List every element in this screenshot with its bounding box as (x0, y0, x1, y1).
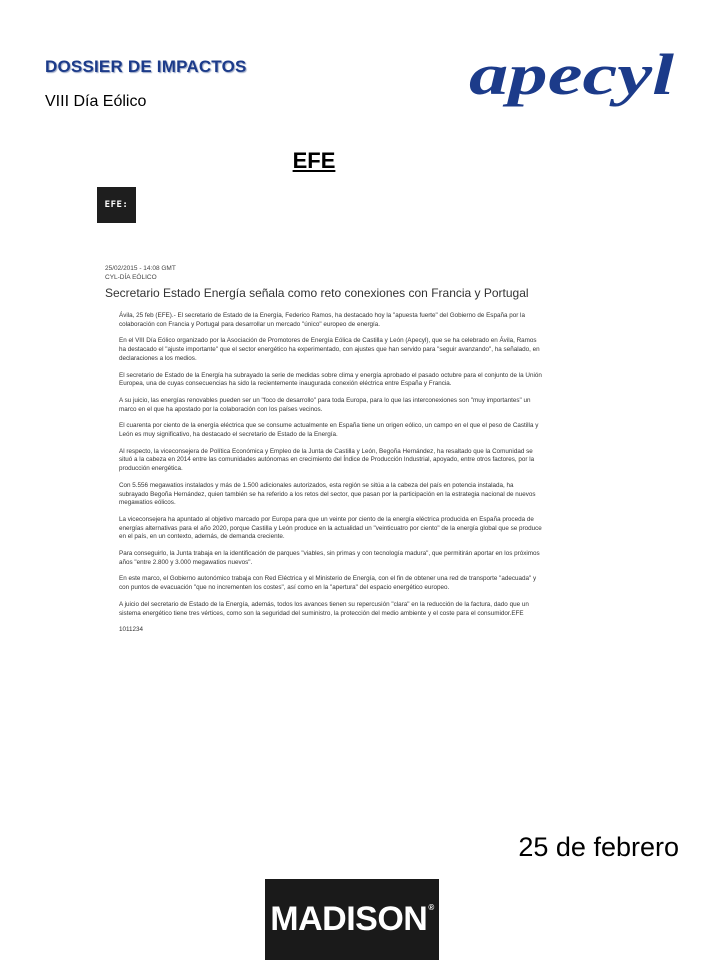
media-outlet-heading: EFE (292, 148, 336, 173)
clip-paragraph: En el VIII Día Eólico organizado por la Asociación de Promotores de Energía Eólica de Castilla y León (Apecyl), que se ha celebrado en Ávila, Ramos ha destacado el "ajuste importante" que el sector energético ha experimentado, con ajustes que han servido para "seguir avanzando", ha señalado, en declaraciones a los medios. (119, 337, 540, 362)
clip-paragraph: A su juicio, las energías renovables pueden ser un "foco de desarrollo" para toda Europa, para lo que las interconexiones son "muy importantes" un marco en el que ha apostado por la colaboración con los países vecinos. (119, 396, 531, 413)
publication-date: 25 de febrero (518, 832, 679, 862)
clip-paragraph: Al respecto, la viceconsejera de Política Económica y Empleo de la Junta de Castilla y León, Begoña Hernández, ha resaltado que la Comunidad se situó a la cabeza en 2014 entre las comunidades autónomas en crecimiento del Índice de Producción Industrial, apoyado, entre otros factores, por la producción energética. (119, 447, 535, 473)
apecyl-logo-text: apecyl (469, 44, 676, 107)
clip-body (119, 312, 544, 618)
event-subtitle: VIII Día Eólico (45, 93, 147, 110)
clip-paragraph: El cuarenta por ciento de la energía eléctrica que se consume actualmente en España tiene un origen eólico, un campo en el que el peso de Castilla y León es muy significativo, ha destacado el secretario de Estado de la Energía. (119, 422, 539, 439)
dossier-title: DOSSIER DE IMPACTOS (45, 57, 247, 76)
clip-paragraph: En este marco, el Gobierno autonómico trabaja con Red Eléctrica y el Ministerio de Energía, con el fin de obtener una red de transporte "adecuada" y con puntos de evacuación "que no incrementen los costes", así como en la "apertura" del espacio energético europeo. (119, 575, 537, 592)
clip-paragraph: Para conseguirlo, la Junta trabaja en la identificación de parques "viables, sin primas y con tecnología madura", que permitirán aportar en los próximos años "entre 2.800 y 3.000 megawatios nuevos". (119, 550, 540, 566)
clip-section: CYL-DÍA EÓLICO (105, 274, 157, 281)
efe-logo (97, 187, 136, 223)
news-clipping (105, 264, 545, 633)
clip-headline: Secretario Estado Energía señala como reto conexiones con Francia y Portugal (105, 286, 529, 300)
clip-paragraph: El secretario de Estado de la Energía ha subrayado la serie de medidas sobre clima y energía aprobado el pasado octubre para el conjunto de la Unión Europea, una de cuyas consecuencias ha sido la recientemente inaugurada conexión eléctrica entre España y Francia. (119, 371, 542, 388)
madison-logo-text: MADISON (270, 900, 428, 938)
clip-paragraph: Ávila, 25 feb (EFE).- El secretario de Estado de la Energía, Federico Ramos, ha destacado hoy la "apuesta fuerte" del Gobierno de España por la colaboración con Francia y Portugal para desarrollar un mercado "único" europeo de energía. (119, 312, 525, 328)
registered-mark-icon: ® (428, 903, 434, 912)
efe-logo-text: EFE: (104, 200, 129, 210)
clip-paragraph: La viceconsejera ha apuntado al objetivo marcado por Europa para que un veinte por ciento de la energía eléctrica producida en España proceda de energías alternativas para el año 2020, porque Castilla y León produce en la actualidad un "veinticuatro por ciento" de la energía global que se produce en el país, en un contexto, además, de demanda creciente. (119, 515, 542, 541)
clip-paragraph: A juicio del secretario de Estado de la Energía, además, todos los avances tienen su repercusión "clara" en la reducción de la factura, dado que un sistema energético tiene tres vértices, como son la seguridad del suministro, la protección del medio ambiente y el coste para el consumidor.EFE (119, 600, 529, 617)
clip-reference-code: 1011234 (119, 626, 144, 634)
clip-paragraph: Con 5.556 megawatios instalados y más de 1.500 adicionales autorizados, esta región se sitúa a la cabeza del país en potencia instalada, ha subrayado Begoña Hernández, quien también se ha referido a los retos del sector, que pasan por la participación en la estrategia nacional de nuevos megawatios eólicos. (119, 481, 536, 507)
apecyl-logo (465, 44, 680, 116)
clip-timestamp: 25/02/2015 - 14:08 GMT (105, 265, 176, 272)
madison-logo (265, 879, 439, 960)
